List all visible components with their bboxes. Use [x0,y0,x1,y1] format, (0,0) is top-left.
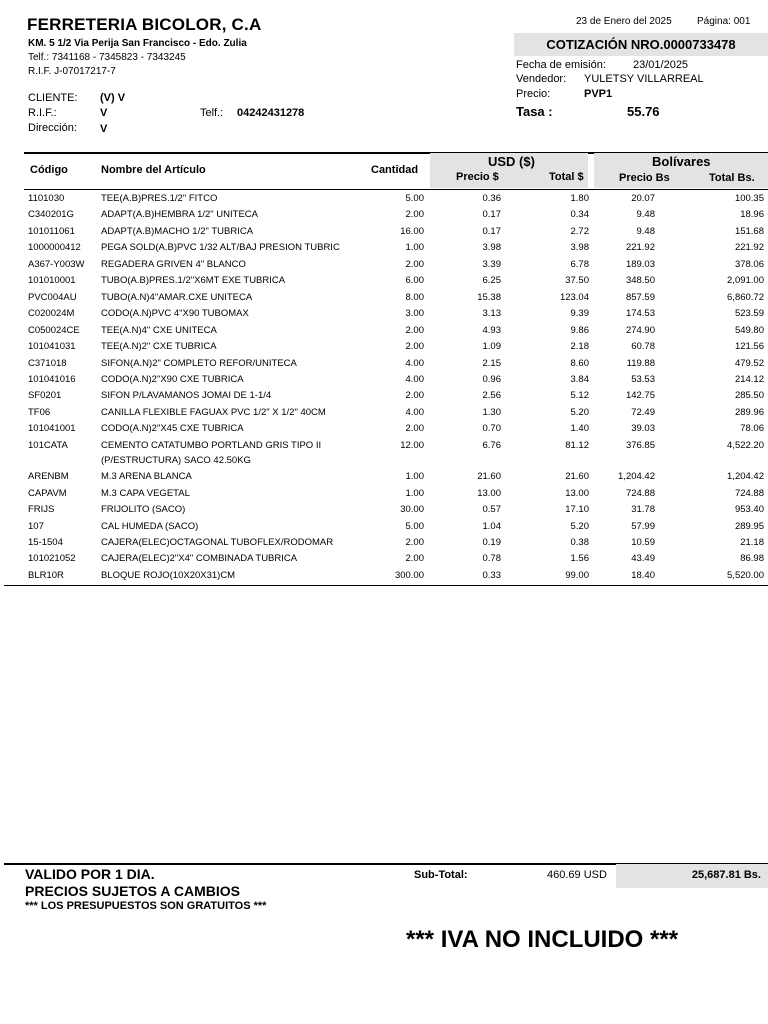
subtotal-label: Sub-Total: [414,869,468,881]
cell-total-bs: 21.18 [740,537,764,548]
cell-code: C050024CE [28,324,80,336]
cell-total-usd: 8.60 [570,357,589,369]
cell-qty: 2.00 [405,423,424,435]
cell-total-bs: 221.92 [734,242,764,254]
cell-price-usd: 0.78 [482,553,501,565]
table-row [0,325,768,341]
table-row [0,341,768,357]
cell-code: 15-1504 [28,537,63,548]
quote-title: COTIZACIÓN NRO.0000733478 [546,37,736,52]
cell-total-usd: 0.38 [570,537,589,548]
cell-qty: 8.00 [405,291,424,303]
price-list-label: Precio: [516,88,551,100]
table-row [0,374,768,390]
cell-name: TEE(A.N)4" CXE UNITECA [101,324,217,336]
cell-name: CEMENTO CATATUMBO PORTLAND GRIS TIPO II [101,439,322,451]
cell-name: CAJERA(ELEC)OCTAGONAL TUBOFLEX/RODOMAR [101,537,334,548]
cell-total-usd: 37.50 [565,275,589,287]
cell-name: PEGA SOLD(A.B)PVC 1/32 ALT/BAJ PRESION TUBRIC [101,242,340,254]
cell-total-bs: 78.06 [740,423,764,435]
cell-price-usd: 1.30 [482,406,501,418]
table-row [0,423,768,439]
cell-code: 101041001 [28,423,76,435]
cell-total-bs: 285.50 [734,390,764,402]
cell-total-bs: 5,520.00 [727,569,764,581]
cell-qty: 2.00 [405,258,424,270]
table-bottom-rule [4,585,768,586]
bs-group-header: Bolívares [652,154,711,169]
company-address: KM. 5 1/2 Via Perija San Francisco - Edo. Zulia [28,38,247,49]
cell-name: SIFON P/LAVAMANOS JOMAI DE 1-1/4 [101,390,272,402]
cell-name: CANILLA FLEXIBLE FAGUAX PVC 1/2" X 1/2" 40CM [101,406,326,418]
cell-price-usd: 0.57 [482,504,501,516]
table-row [0,504,768,520]
cell-total-bs: 523.59 [734,308,764,320]
cell-qty: 3.00 [405,308,424,320]
cell-total-usd: 13.00 [565,487,589,499]
cell-total-bs: 953.40 [734,504,764,516]
cell-name: CAJERA(ELEC)2"X4" COMBINADA TUBRICA [101,553,298,565]
cell-total-bs: 6,860.72 [727,291,764,303]
cell-price-usd: 0.96 [482,373,501,385]
cell-name: CODO(A.N)PVC 4"X90 TUBOMAX [101,308,249,320]
col-header-total-bs: Total Bs. [709,172,755,184]
cell-code: 101010001 [28,275,76,287]
cell-name: ADAPT(A.B)HEMBRA 1/2" UNITECA [101,209,258,221]
cell-price-bs: 1,204.42 [618,471,655,483]
cell-total-usd: 0.34 [570,209,589,221]
cell-price-usd: 3.98 [482,242,501,254]
cell-price-usd: 21.60 [477,471,501,483]
cell-price-bs: 9.48 [636,225,655,237]
cell-price-bs: 20.07 [631,193,655,204]
cell-price-usd: 0.17 [482,225,501,237]
cell-total-usd: 17.10 [565,504,589,516]
cell-total-usd: 2.18 [570,341,589,353]
col-header-qty: Cantidad [371,164,419,176]
issue-date-value: 23/01/2025 [633,59,689,71]
cell-total-usd: 5.20 [570,520,589,532]
cell-price-usd: 0.33 [482,569,501,581]
cell-code: 107 [28,520,44,532]
cell-code: CAPAVM [28,487,67,499]
cell-name: M.3 ARENA BLANCA [101,471,192,483]
cell-total-usd: 6.78 [570,258,589,270]
issue-date-label: Fecha de emisión: [516,59,606,71]
cell-code: C020024M [28,308,75,320]
cell-price-usd: 3.39 [482,258,501,270]
cell-price-bs: 724.88 [625,487,655,499]
cell-name: M.3 CAPA VEGETAL [101,487,190,499]
cell-total-bs: 479.52 [734,357,764,369]
validity-note: VALIDO POR 1 DIA. [25,866,155,882]
client-address-value: V [100,123,108,135]
table-row [0,209,768,225]
cell-qty: 300.00 [394,569,424,581]
cell-price-usd: 3.13 [482,308,501,320]
cell-price-bs: 39.03 [631,423,655,435]
cell-code: ARENBM [28,471,69,483]
cell-qty: 1.00 [405,487,424,499]
col-header-price-usd: Precio $ [456,171,499,183]
company-name: FERRETERIA BICOLOR, C.A [27,15,262,34]
cell-total-bs: 18.96 [740,209,764,221]
cell-code: 1101030 [28,193,65,204]
cell-total-usd: 3.98 [570,242,589,254]
cell-price-bs: 9.48 [636,209,655,221]
cell-qty: 12.00 [400,439,424,451]
cell-price-bs: 72.49 [631,406,655,418]
cell-price-usd: 0.19 [482,537,501,548]
cell-price-usd: 4.93 [482,324,501,336]
cell-total-bs: 121.56 [734,341,764,353]
cell-total-bs: 289.95 [734,520,764,532]
cell-price-usd: 0.70 [482,423,501,435]
cell-price-usd: 6.25 [482,275,501,287]
table-row [0,292,768,308]
cell-code: 101CATA [28,439,68,451]
cell-total-usd: 1.40 [570,423,589,435]
cell-price-usd: 13.00 [477,487,501,499]
cell-code: A367-Y003W [28,258,85,270]
cell-price-bs: 57.99 [631,520,655,532]
table-row [0,275,768,291]
cell-name: SIFON(A.N)2" COMPLETO REFOR/UNITECA [101,357,297,369]
cell-total-bs: 724.88 [734,487,764,499]
cell-price-bs: 189.03 [625,258,655,270]
iva-not-included-note: *** IVA NO INCLUIDO *** [406,926,679,953]
cell-price-bs: 18.40 [631,569,655,581]
cell-code: BLR10R [28,569,64,581]
client-phone-label: Telf.: [200,107,224,119]
table-row [0,570,768,586]
cell-qty: 4.00 [405,406,424,418]
cell-price-usd: 1.04 [482,520,501,532]
col-header-code: Código [30,164,68,176]
cell-price-usd: 0.17 [482,209,501,221]
seller-value: YULETSY VILLARREAL [584,73,704,85]
cell-total-bs: 86.98 [740,553,764,565]
cell-code: PVC004AU [28,291,77,303]
cell-total-bs: 2,091.00 [727,275,764,287]
cell-code: 1000000412 [28,242,81,254]
cell-total-usd: 5.20 [570,406,589,418]
table-row [0,358,768,374]
client-value: (V) V [100,92,126,104]
table-row [0,553,768,569]
cell-price-bs: 31.78 [631,504,655,516]
cell-code: 101011061 [28,225,75,237]
cell-qty: 2.00 [405,324,424,336]
cell-name: BLOQUE ROJO(10X20X31)CM [101,569,236,581]
cell-code: 101041031 [28,341,76,353]
cell-qty: 1.00 [405,471,424,483]
cell-name: ADAPT(A.B)MACHO 1/2" TUBRICA [101,225,254,237]
cell-code: FRIJS [28,504,55,516]
table-row [0,242,768,258]
cell-price-bs: 60.78 [631,341,655,353]
subtotal-bs: 25,687.81 Bs. [691,869,761,881]
cell-total-usd: 3.84 [570,373,589,385]
cell-name: REGADERA GRIVEN 4" BLANCO [101,258,246,270]
cell-price-usd: 1.09 [482,341,501,353]
table-row [0,488,768,504]
cell-price-usd: 2.56 [482,390,501,402]
table-header-bottom-rule [24,189,768,190]
cell-total-bs: 100.35 [734,193,764,204]
price-list-value: PVP1 [584,88,613,100]
table-row [0,390,768,406]
client-address-label: Dirección: [28,122,77,134]
table-row [0,226,768,242]
cell-total-usd: 123.04 [559,291,589,303]
table-row [0,521,768,537]
cell-price-bs: 53.53 [631,373,655,385]
cell-price-bs: 376.85 [625,439,655,451]
col-header-price-bs: Precio Bs [619,172,670,184]
cell-qty: 4.00 [405,357,424,369]
cell-price-bs: 857.59 [625,291,655,303]
cell-qty: 2.00 [405,341,424,353]
cell-price-bs: 142.75 [625,390,655,402]
cell-code: TF06 [28,406,51,418]
cell-total-usd: 81.12 [565,439,589,451]
cell-qty: 2.00 [405,209,424,221]
cell-total-bs: 214.12 [734,373,764,385]
usd-group-header: USD ($) [488,154,535,169]
cell-qty: 30.00 [400,504,424,516]
cell-price-bs: 119.88 [626,357,655,369]
cell-qty: 2.00 [405,390,424,402]
cell-qty: 2.00 [405,537,424,548]
cell-price-bs: 221.92 [625,242,655,254]
document-date: 23 de Enero del 2025 [576,16,672,27]
cell-price-usd: 15.38 [477,291,501,303]
company-rif: R.I.F. J-07017217-7 [28,66,116,77]
table-row [0,407,768,423]
cell-qty: 4.00 [405,373,424,385]
table-row [0,471,768,487]
cell-code: SF0201 [28,390,62,402]
cell-price-usd: 2.15 [482,357,501,369]
cell-total-usd: 2.72 [570,225,589,237]
exchange-rate-label: Tasa : [516,104,553,119]
page-number: Página: 001 [697,16,751,27]
cell-qty: 2.00 [405,553,424,565]
cell-price-bs: 10.59 [631,537,655,548]
col-header-name: Nombre del Artículo [101,164,206,176]
cell-total-usd: 9.86 [570,324,589,336]
cell-name: CAL HUMEDA (SACO) [101,520,199,532]
cell-qty: 5.00 [405,520,424,532]
cell-name: TEE(A.N)2" CXE TUBRICA [101,341,217,353]
cell-name: TUBO(A.B)PRES.1/2"X6MT EXE TUBRICA [101,275,286,287]
cell-code: 101041016 [28,373,76,385]
cell-total-usd: 5.12 [570,390,589,402]
cell-total-bs: 4,522.20 [727,439,764,451]
company-phones: Telf.: 7341168 - 7345823 - 7343245 [28,52,186,63]
cell-total-bs: 1,204.42 [727,471,764,483]
cell-total-bs: 151.68 [734,225,764,237]
cell-qty: 6.00 [405,275,424,287]
cell-total-bs: 378.06 [734,258,764,270]
cell-qty: 5.00 [405,193,424,204]
free-quote-note: *** LOS PRESUPUESTOS SON GRATUITOS *** [25,900,267,912]
col-header-total-usd: Total $ [549,171,584,183]
cell-qty: 16.00 [400,225,424,237]
cell-price-bs: 348.50 [625,275,655,287]
client-phone-value: 04242431278 [237,107,305,119]
cell-total-bs: 289.96 [734,406,764,418]
cell-code: C340201G [28,209,74,221]
cell-price-usd: 6.76 [482,439,501,451]
cell-price-bs: 174.53 [625,308,655,320]
cell-total-usd: 1.56 [570,553,589,565]
client-rif-value: V [100,107,108,119]
table-row [0,308,768,324]
table-row [0,193,768,209]
cell-total-usd: 9.39 [570,308,589,320]
cell-total-usd: 99.00 [565,569,589,581]
cell-name: CODO(A.N)2"X45 CXE TUBRICA [101,423,244,435]
client-label: CLIENTE: [28,92,78,104]
subtotal-usd: 460.69 USD [547,869,607,881]
cell-code: 101021052 [28,553,76,565]
seller-label: Vendedor: [516,73,567,85]
table-row [0,537,768,553]
cell-qty: 1.00 [405,242,424,254]
exchange-rate-value: 55.76 [627,104,660,119]
table-row [0,259,768,275]
cell-total-usd: 1.80 [570,193,589,204]
client-rif-label: R.I.F.: [28,107,57,119]
cell-price-usd: 0.36 [482,193,501,204]
cell-name-continued: (P/ESTRUCTURA) SACO 42.50KG [101,454,251,466]
cell-name: CODO(A.N)2"X90 CXE TUBRICA [101,373,244,385]
cell-name: TUBO(A.N)4"AMAR.CXE UNITECA [101,291,253,303]
cell-name: FRIJOLITO (SACO) [101,504,186,516]
cell-name: TEE(A.B)PRES.1/2" FITCO [101,193,218,204]
cell-price-bs: 274.90 [625,324,655,336]
cell-code: C371018 [28,357,67,369]
prices-note: PRECIOS SUJETOS A CAMBIOS [25,883,240,899]
cell-total-bs: 549.80 [734,324,764,336]
table-row [0,439,768,466]
cell-price-bs: 43.49 [631,553,655,565]
cell-total-usd: 21.60 [565,471,589,483]
